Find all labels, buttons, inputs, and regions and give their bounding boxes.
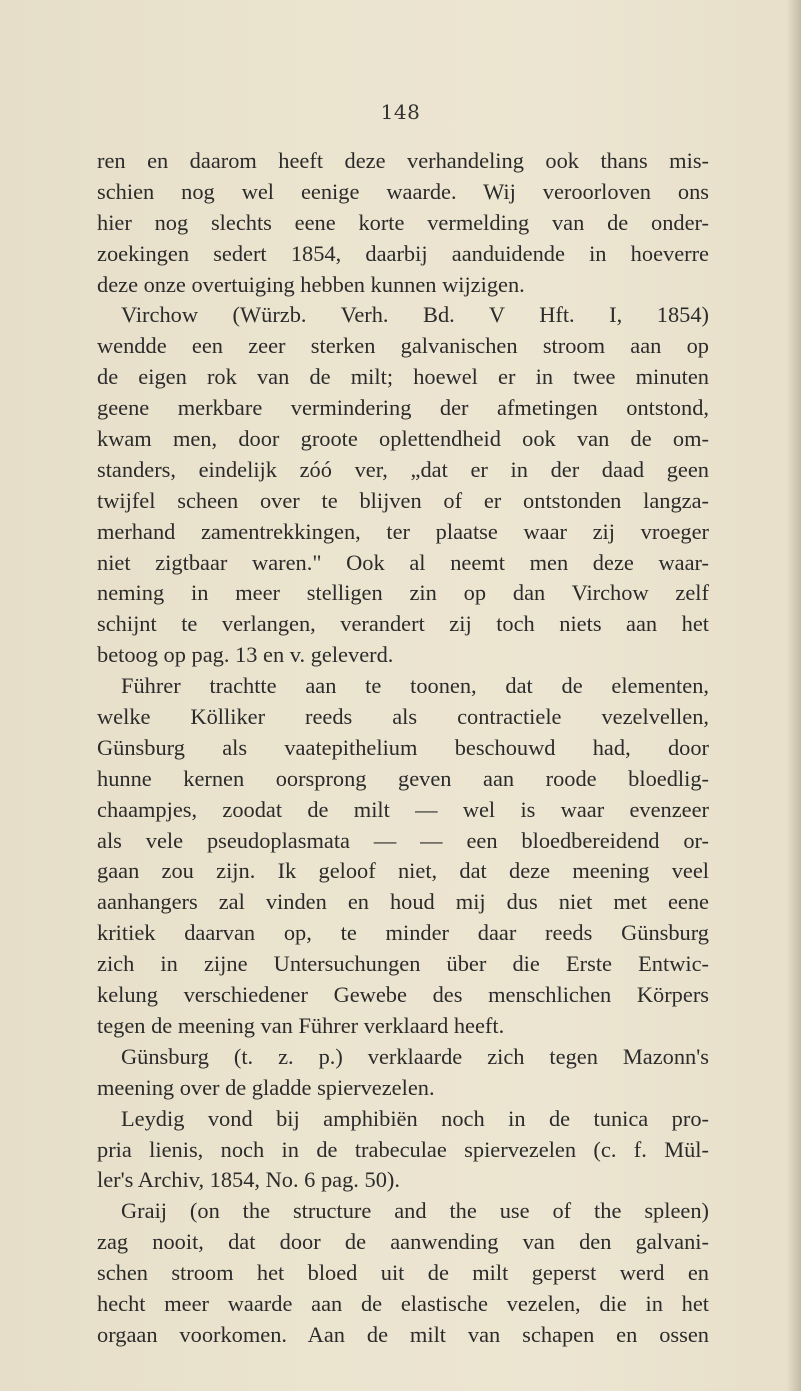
text-line: gaan zou zijn. Ik geloof niet, dat deze meening veel bbox=[97, 858, 709, 884]
text-line: de eigen rok van de milt; hoewel er in twee minuten bbox=[97, 364, 709, 390]
text-line: kwam men, door groote oplettendheid ook van de om- bbox=[97, 426, 709, 452]
text-line: ler's Archiv, 1854, No. 6 pag. 50). bbox=[97, 1167, 400, 1193]
text-line: orgaan voorkomen. Aan de milt van schapen en ossen bbox=[97, 1321, 709, 1347]
text-line: zich in zijne Untersuchungen über die Erste Entwic- bbox=[97, 951, 709, 977]
text-line: Günsburg (t. z. p.) verklaarde zich tegen Mazonn's bbox=[121, 1043, 709, 1069]
text-line: geene merkbare vermindering der afmetingen ontstond, bbox=[97, 395, 709, 421]
body-text bbox=[97, 146, 709, 1351]
text-line: welke Kölliker reeds als contractiele vezelvellen, bbox=[97, 704, 709, 730]
text-line: standers, eindelijk zóó ver, „dat er in der daad geen bbox=[97, 456, 709, 482]
text-line: schen stroom het bloed uit de milt geperst werd en bbox=[97, 1260, 709, 1286]
text-line: schijnt te verlangen, verandert zij toch niets aan het bbox=[97, 611, 709, 637]
text-line: zag nooit, dat door de aanwending van den galvani- bbox=[97, 1229, 709, 1255]
text-line: Führer trachtte aan te toonen, dat de elementen, bbox=[121, 673, 709, 699]
text-line: deze onze overtuiging hebben kunnen wijzigen. bbox=[97, 271, 525, 297]
page-number: 148 bbox=[380, 100, 421, 124]
text-line: neming in meer stelligen zin op dan Virchow zelf bbox=[97, 580, 709, 606]
text-line: pria lienis, noch in de trabeculae spiervezelen (c. f. Mül- bbox=[97, 1136, 709, 1162]
text-line: als vele pseudoplasmata — — een bloedbereidend or- bbox=[97, 827, 709, 853]
text-line: schien nog wel eenige waarde. Wij veroorloven ons bbox=[97, 178, 709, 204]
text-line: Günsburg als vaatepithelium beschouwd had, door bbox=[97, 734, 709, 760]
text-line: zoekingen sedert 1854, daarbij aanduidende in hoeverre bbox=[97, 240, 709, 266]
text-line: tegen de meening van Führer verklaard heeft. bbox=[97, 1012, 505, 1038]
text-line: kelung verschiedener Gewebe des menschlichen Körpers bbox=[97, 982, 709, 1008]
page-edge-shadow bbox=[787, 0, 801, 1391]
text-line: hier nog slechts eene korte vermelding van de onder- bbox=[97, 209, 709, 235]
text-line: hecht meer waarde aan de elastische vezelen, die in het bbox=[97, 1290, 709, 1316]
text-line: Virchow (Würzb. Verh. Bd. V Hft. I, 1854) bbox=[121, 302, 709, 328]
text-line: aanhangers zal vinden en houd mij dus niet met eene bbox=[97, 889, 709, 915]
text-line: merhand zamentrekkingen, ter plaatse waar zij vroeger bbox=[97, 518, 709, 544]
text-line: hunne kernen oorsprong geven aan roode bloedlig- bbox=[97, 765, 709, 791]
text-line: ren en daarom heeft deze verhandeling ook thans mis- bbox=[97, 148, 709, 173]
text-line: wendde een zeer sterken galvanischen stroom aan op bbox=[97, 333, 709, 359]
text-line: Graij (on the structure and the use of the spleen) bbox=[121, 1198, 709, 1224]
text-line: Leydig vond bij amphibiën noch in de tunica pro- bbox=[121, 1105, 709, 1131]
text-line: chaampjes, zoodat de milt — wel is waar evenzeer bbox=[97, 796, 709, 822]
text-line: betoog op pag. 13 en v. geleverd. bbox=[97, 642, 394, 668]
text-line: kritiek daarvan op, te minder daar reeds Günsburg bbox=[97, 920, 709, 946]
text-line: niet zigtbaar waren." Ook al neemt men deze waar- bbox=[97, 549, 709, 575]
text-line: meening over de gladde spiervezelen. bbox=[97, 1074, 435, 1100]
text-line: twijfel scheen over te blijven of er ontstonden langza- bbox=[97, 487, 709, 513]
